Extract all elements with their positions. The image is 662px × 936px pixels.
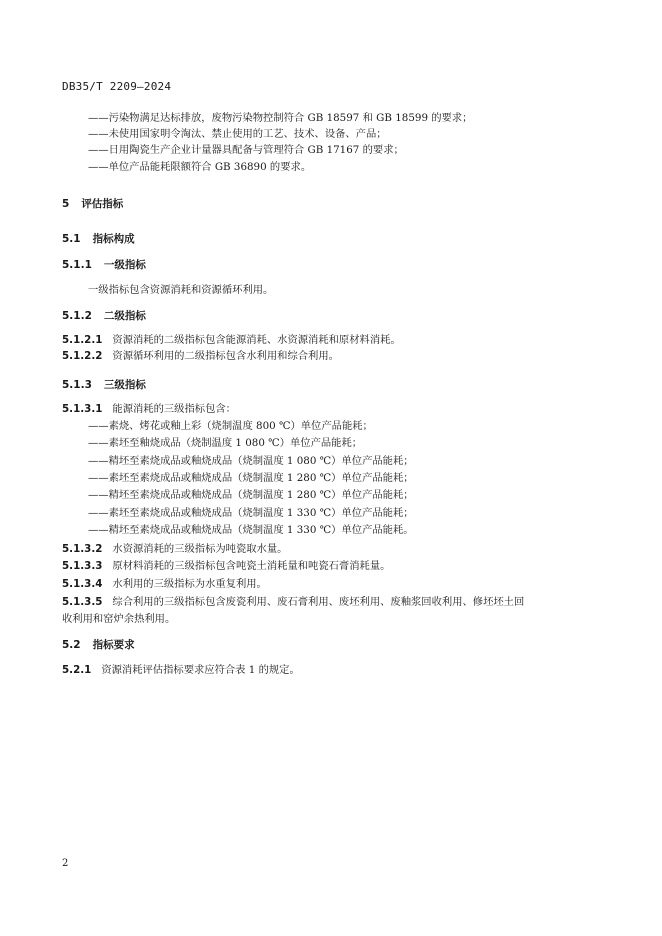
section-heading-5-1-2: [62, 308, 146, 323]
section-heading-5: [62, 196, 123, 211]
clause-5-1-3-1: [62, 402, 236, 416]
paragraph: 一级指标包含资源消耗和资源循环利用。: [88, 284, 274, 296]
section-title: 指标构成: [92, 233, 135, 245]
section-title: 指标要求: [92, 639, 135, 651]
clause-number: 5.1.3.2: [62, 543, 103, 555]
clause-number: 5.1.3.4: [62, 578, 103, 590]
section-title: 三级指标: [103, 379, 146, 391]
clause-5-1-3-5: [62, 595, 524, 609]
list-item: ——未使用国家明令淘汰、禁止使用的工艺、技术、设备、产品；: [88, 128, 387, 140]
clause-5-2-1: [62, 663, 300, 677]
section-number: 5.1.1: [62, 259, 92, 271]
clause-number: 5.2.1: [62, 664, 92, 676]
section-heading-5-2: [62, 637, 135, 652]
section-title: 评估指标: [81, 198, 124, 210]
clause-number: 5.1.2.1: [62, 334, 103, 346]
clause-text: 原材料消耗的三级指标包含吨瓷土消耗量和吨瓷石膏消耗量。: [112, 560, 391, 572]
clause-text: 资源消耗评估指标要求应符合表 1 的规定。: [101, 664, 300, 676]
clause-5-1-3-3: [62, 559, 390, 573]
section-title: 一级指标: [103, 259, 146, 271]
clause-5-1-2-2: [62, 349, 339, 363]
list-item: ——素坯至釉烧成品（烧制温度 1 080 ℃）单位产品能耗；: [88, 437, 363, 449]
list-item: ——污染物满足达标排放，废物污染物控制符合 GB 18597 和 GB 18599 的要求；: [88, 112, 473, 124]
list-item: ——素坯至素烧成品或釉烧成品（烧制温度 1 280 ℃）单位产品能耗；: [88, 472, 414, 484]
clause-5-1-3-2: [62, 542, 287, 556]
section-number: 5.1: [62, 233, 81, 245]
document-code: DB35/T 2209—2024: [62, 80, 172, 93]
list-item: ——素坯至素烧成品或釉烧成品（烧制温度 1 330 ℃）单位产品能耗；: [88, 507, 414, 519]
list-item: ——精坯至素烧成品或釉烧成品（烧制温度 1 330 ℃）单位产品能耗。: [88, 524, 414, 536]
page-number: 2: [62, 858, 69, 869]
section-heading-5-1-1: [62, 257, 146, 272]
clause-text: 水资源消耗的三级指标为吨瓷取水量。: [112, 543, 288, 555]
section-number: 5.1.2: [62, 310, 92, 322]
list-item: ——日用陶瓷生产企业计量器具配备与管理符合 GB 17167 的要求；: [88, 144, 404, 156]
clause-5-1-3-4: [62, 577, 267, 591]
section-number: 5.1.3: [62, 379, 92, 391]
clause-text: 资源消耗的二级指标包含能源消耗、水资源消耗和原材料消耗。: [112, 334, 401, 346]
list-item: ——单位产品能耗限额符合 GB 36890 的要求。: [88, 161, 312, 173]
clause-text: 能源消耗的三级指标包含：: [112, 403, 236, 415]
list-item: ——素烧、烤花或釉上彩（烧制温度 800 ℃）单位产品能耗；: [88, 420, 373, 432]
section-title: 二级指标: [103, 310, 146, 322]
clause-text-continued: 收利用和窑炉余热利用。: [62, 613, 176, 625]
section-number: 5.2: [62, 639, 81, 651]
section-number: 5: [62, 198, 70, 210]
clause-text: 资源循环利用的二级指标包含水利用和综合利用。: [112, 350, 339, 362]
list-item: ——精坯至素烧成品或釉烧成品（烧制温度 1 280 ℃）单位产品能耗；: [88, 489, 414, 501]
clause-number: 5.1.3.5: [62, 596, 103, 608]
clause-number: 5.1.2.2: [62, 350, 103, 362]
clause-number: 5.1.3.1: [62, 403, 103, 415]
clause-number: 5.1.3.3: [62, 560, 103, 572]
section-heading-5-1-3: [62, 377, 146, 392]
clause-5-1-2-1: [62, 333, 401, 347]
clause-text: 水利用的三级指标为水重复利用。: [112, 578, 267, 590]
clause-text: 综合利用的三级指标包含废瓷利用、废石膏利用、废坯利用、废釉浆回收利用、修坯坯土回: [112, 596, 525, 608]
section-heading-5-1: [62, 231, 135, 246]
list-item: ——精坯至素烧成品或釉烧成品（烧制温度 1 080 ℃）单位产品能耗；: [88, 455, 414, 467]
